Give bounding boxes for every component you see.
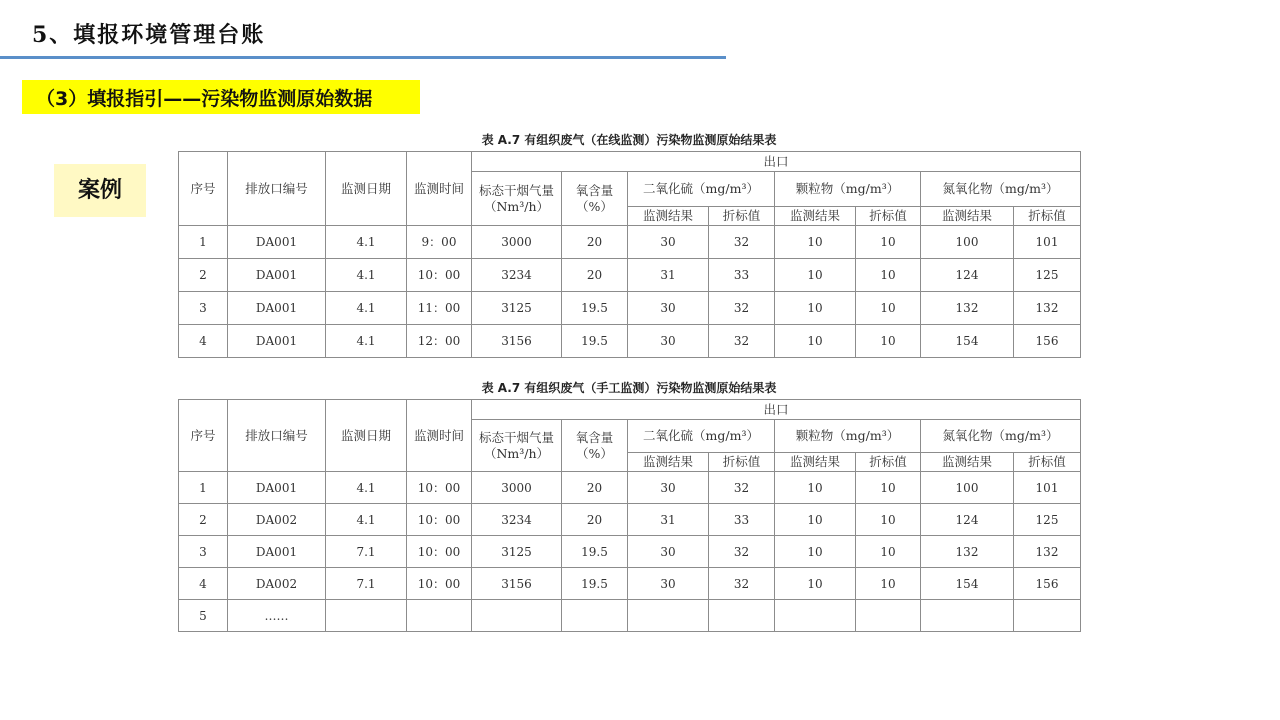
table-cell: 125 [1014,259,1081,292]
table-cell [472,600,562,632]
header-so2-converted: 折标值 [709,207,775,226]
header-so2-measured: 监测结果 [628,453,709,472]
table-cell: 30 [628,568,709,600]
header-nox-converted: 折标值 [1014,453,1081,472]
table-cell [628,600,709,632]
table-cell: 30 [628,536,709,568]
table-cell [709,600,775,632]
table-cell: 11：00 [407,292,472,325]
table-cell: 10 [856,292,921,325]
table-cell: DA001 [228,292,326,325]
table-cell: 156 [1014,325,1081,358]
header-nox: 氮氧化物（mg/m³） [921,420,1081,453]
table-cell: 10 [856,259,921,292]
header-nox-measured: 监测结果 [921,453,1014,472]
table-cell: 10 [775,292,856,325]
header-flow: 标态干烟气量（Nm³/h） [472,420,562,472]
table-cell: 132 [921,536,1014,568]
table-cell: 10 [856,325,921,358]
table-cell: 1 [179,472,228,504]
table-cell: 33 [709,504,775,536]
table-cell: 3000 [472,472,562,504]
table-cell: 3156 [472,325,562,358]
table-cell: 32 [709,325,775,358]
header-oxygen: 氧含量（%） [562,420,628,472]
table-cell: 10 [856,226,921,259]
table-cell: 19.5 [562,536,628,568]
table-cell [775,600,856,632]
table-cell: 124 [921,504,1014,536]
table-cell: 5 [179,600,228,632]
table-cell: 20 [562,226,628,259]
table-row [179,568,1081,600]
manual-table-caption: 表 A.7 有组织废气（手工监测）污染物监测原始结果表 [481,381,777,395]
manual-table-body [179,472,1081,632]
table-cell: DA002 [228,504,326,536]
table-cell: 3125 [472,536,562,568]
table-cell: 4.1 [326,259,407,292]
table-cell: 10 [775,472,856,504]
header-nox: 氮氧化物（mg/m³） [921,172,1081,207]
header-flow: 标态干烟气量（Nm³/h） [472,172,562,226]
table-cell: 1 [179,226,228,259]
table-cell: 10 [856,504,921,536]
table-cell [856,600,921,632]
table-cell: 100 [921,472,1014,504]
table-cell: 124 [921,259,1014,292]
header-pm-measured: 监测结果 [775,207,856,226]
title-underline [0,56,726,59]
table-cell: 4.1 [326,226,407,259]
header-outlet-id: 排放口编号 [228,152,326,226]
table-cell: 32 [709,472,775,504]
table-cell: 3125 [472,292,562,325]
table-cell: 30 [628,292,709,325]
table-cell: 32 [709,226,775,259]
table-cell: 10 [775,504,856,536]
table-cell: DA001 [228,472,326,504]
manual-monitoring-table [178,399,1081,632]
header-so2: 二氧化硫（mg/m³） [628,420,775,453]
table-cell: 3000 [472,226,562,259]
header-time: 监测时间 [407,152,472,226]
table-cell: 30 [628,472,709,504]
table-cell: 10 [775,325,856,358]
table-row [179,472,1081,504]
table-cell: 20 [562,472,628,504]
table-cell: 10：00 [407,568,472,600]
table-cell: …… [228,600,326,632]
table-cell: 154 [921,568,1014,600]
table-cell: 20 [562,504,628,536]
table-row [179,504,1081,536]
table-cell: 7.1 [326,568,407,600]
table-cell [407,600,472,632]
table-cell: 101 [1014,472,1081,504]
table-cell: 4 [179,325,228,358]
table-cell: 10 [856,472,921,504]
table-cell: 32 [709,536,775,568]
table-cell: 2 [179,504,228,536]
section-subtitle: （3）填报指引——污染物监测原始数据 [22,80,420,114]
table-cell: 4.1 [326,292,407,325]
header-nox-measured: 监测结果 [921,207,1014,226]
table-cell: 10 [775,259,856,292]
table-cell: 30 [628,325,709,358]
table-row [179,600,1081,632]
header-pm-converted: 折标值 [856,207,921,226]
table-cell: 3 [179,292,228,325]
table-cell: 31 [628,504,709,536]
table-cell: 10：00 [407,472,472,504]
header-date: 监测日期 [326,400,407,472]
header-so2: 二氧化硫（mg/m³） [628,172,775,207]
table-cell: 33 [709,259,775,292]
table-row [179,226,1081,259]
table-cell: 10：00 [407,259,472,292]
table-cell: 10 [856,568,921,600]
header-outlet-group: 出口 [472,152,1081,172]
header-pm-measured: 监测结果 [775,453,856,472]
table-cell: 19.5 [562,325,628,358]
table-row [179,259,1081,292]
table-cell: 10 [856,536,921,568]
header-pm: 颗粒物（mg/m³） [775,420,921,453]
table-cell: 19.5 [562,568,628,600]
table-cell: 3234 [472,504,562,536]
table-cell: 154 [921,325,1014,358]
table-cell: 4.1 [326,504,407,536]
table-cell: 132 [921,292,1014,325]
header-outlet-id: 排放口编号 [228,400,326,472]
table-cell: 4.1 [326,472,407,504]
table-cell: 3156 [472,568,562,600]
header-oxygen: 氧含量（%） [562,172,628,226]
table-cell: DA001 [228,226,326,259]
table-cell: 132 [1014,292,1081,325]
header-outlet-group: 出口 [472,400,1081,420]
table-cell: 10 [775,568,856,600]
table-cell: 32 [709,292,775,325]
online-table-body [179,226,1081,358]
table-cell [921,600,1014,632]
table-cell: 10 [775,226,856,259]
table-cell: 19.5 [562,292,628,325]
table-cell: 10：00 [407,504,472,536]
table-cell: 10：00 [407,536,472,568]
table-row [179,325,1081,358]
table-cell: 100 [921,226,1014,259]
table-cell [326,600,407,632]
table-cell: 101 [1014,226,1081,259]
table-cell: 9：00 [407,226,472,259]
table-cell: 32 [709,568,775,600]
header-nox-converted: 折标值 [1014,207,1081,226]
table-cell: 20 [562,259,628,292]
table-cell: DA002 [228,568,326,600]
table-cell: DA001 [228,536,326,568]
header-seq: 序号 [179,400,228,472]
table-cell: 30 [628,226,709,259]
header-pm: 颗粒物（mg/m³） [775,172,921,207]
table-cell: 156 [1014,568,1081,600]
header-pm-converted: 折标值 [856,453,921,472]
table-cell [1014,600,1081,632]
table-cell [562,600,628,632]
table-cell: 4 [179,568,228,600]
header-seq: 序号 [179,152,228,226]
table-cell: 4.1 [326,325,407,358]
slide-title: 5、填报环境管理台账 [32,22,266,48]
online-table-caption: 表 A.7 有组织废气（在线监测）污染物监测原始结果表 [481,133,777,147]
table-cell: 132 [1014,536,1081,568]
table-cell: 3234 [472,259,562,292]
table-cell: 10 [775,536,856,568]
table-cell: DA001 [228,259,326,292]
table-cell: 31 [628,259,709,292]
table-row [179,292,1081,325]
table-cell: DA001 [228,325,326,358]
table-cell: 7.1 [326,536,407,568]
online-monitoring-table [178,151,1081,358]
table-cell: 2 [179,259,228,292]
table-cell: 3 [179,536,228,568]
header-so2-converted: 折标值 [709,453,775,472]
header-date: 监测日期 [326,152,407,226]
table-row [179,536,1081,568]
table-cell: 125 [1014,504,1081,536]
header-so2-measured: 监测结果 [628,207,709,226]
case-label: 案例 [54,164,146,217]
table-cell: 12：00 [407,325,472,358]
header-time: 监测时间 [407,400,472,472]
